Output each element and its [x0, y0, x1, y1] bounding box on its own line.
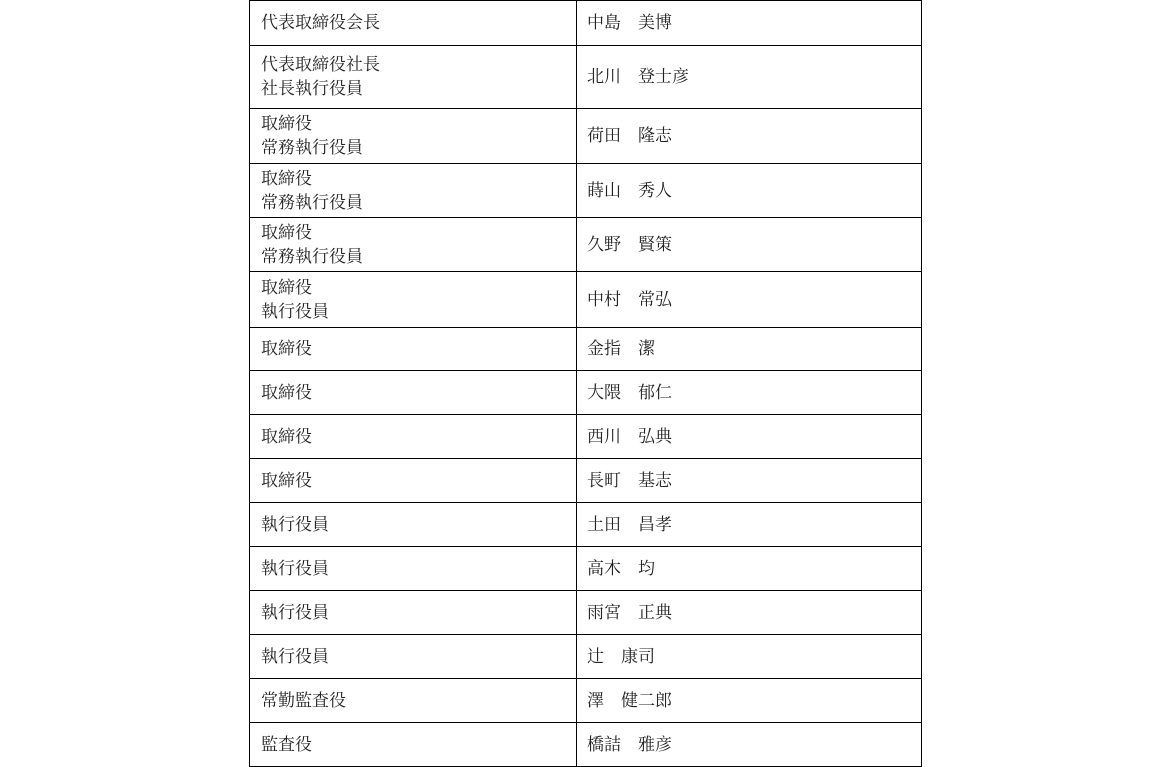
- officer-name: 北川 登士彦: [587, 67, 689, 87]
- officer-title: 監査役: [261, 734, 312, 755]
- officer-name: 久野 賢策: [587, 234, 672, 255]
- table-row: [250, 1, 922, 46]
- officer-name-cell: [577, 371, 922, 415]
- table-row: [250, 723, 922, 767]
- officer-title-cell: [250, 635, 577, 679]
- officer-title: 取締役: [261, 426, 312, 447]
- officer-name: 中村 常弘: [587, 289, 672, 310]
- officer-name: 蒔山 秀人: [587, 180, 672, 201]
- officer-title-cell: [250, 328, 577, 371]
- officer-title-cell: [250, 679, 577, 723]
- officer-title-cell: [250, 1, 577, 46]
- officer-title-cell: [250, 547, 577, 591]
- officer-title: 取締役: [261, 339, 312, 359]
- officer-title-cell: [250, 459, 577, 503]
- table-row: [250, 635, 922, 679]
- officer-title-second-line: 常務執行役員: [261, 138, 363, 158]
- officer-name-cell: [577, 415, 922, 459]
- officer-table: [249, 0, 922, 767]
- table-row: [250, 415, 922, 459]
- officer-name-cell: [577, 46, 922, 109]
- officer-title: 執行役員: [261, 646, 329, 667]
- officer-title: 取締役: [261, 277, 312, 298]
- officer-name: 高木 均: [587, 558, 655, 579]
- officer-title: 取締役: [261, 382, 312, 403]
- officer-name-cell: [577, 723, 922, 767]
- officer-title: 執行役員: [261, 558, 329, 579]
- officer-title: 執行役員: [261, 602, 329, 623]
- officer-title-cell: [250, 591, 577, 635]
- table-row: [250, 328, 922, 371]
- officer-name: 大隈 郁仁: [587, 382, 672, 403]
- officer-name-cell: [577, 635, 922, 679]
- table-row: [250, 218, 922, 272]
- table-row: [250, 371, 922, 415]
- officer-name: 雨宮 正典: [587, 602, 672, 623]
- table-row: [250, 459, 922, 503]
- officer-name: 中島 美博: [587, 13, 672, 33]
- officer-title: 代表取締役社長: [261, 55, 380, 75]
- table-row: [250, 109, 922, 164]
- officer-name-cell: [577, 679, 922, 723]
- officer-title: 取締役: [261, 114, 312, 134]
- officer-title: 取締役: [261, 168, 312, 189]
- officer-title-second-line: 常務執行役員: [261, 246, 363, 267]
- table-row: [250, 164, 922, 218]
- officer-table-body: [250, 1, 922, 767]
- officer-name: 荷田 隆志: [587, 126, 672, 146]
- officer-name-cell: [577, 591, 922, 635]
- officer-name-cell: [577, 503, 922, 547]
- officer-name: 辻 康司: [587, 646, 655, 667]
- officer-title-cell: [250, 164, 577, 218]
- officer-name: 金指 潔: [587, 339, 655, 359]
- officer-title-second-line: 社長執行役員: [261, 79, 363, 99]
- officer-title-second-line: 常務執行役員: [261, 192, 363, 213]
- officer-name-cell: [577, 272, 922, 328]
- officer-title-cell: [250, 723, 577, 767]
- officer-name-cell: [577, 328, 922, 371]
- officer-title-cell: [250, 46, 577, 109]
- officer-title: 取締役: [261, 222, 312, 243]
- officer-name: 西川 弘典: [587, 426, 672, 447]
- officer-name: 長町 基志: [587, 470, 672, 491]
- officer-name-cell: [577, 164, 922, 218]
- officer-title-cell: [250, 109, 577, 164]
- officer-title: 執行役員: [261, 514, 329, 535]
- officer-name-cell: [577, 1, 922, 46]
- officer-title: 代表取締役会長: [261, 13, 380, 33]
- table-row: [250, 591, 922, 635]
- officer-title: 常勤監査役: [261, 690, 346, 711]
- table-row: [250, 547, 922, 591]
- officer-name-cell: [577, 547, 922, 591]
- officer-name-cell: [577, 109, 922, 164]
- officer-name-cell: [577, 218, 922, 272]
- officer-title-cell: [250, 415, 577, 459]
- officer-title-second-line: 執行役員: [261, 301, 329, 322]
- table-row: [250, 679, 922, 723]
- officer-name-cell: [577, 459, 922, 503]
- table-row: [250, 272, 922, 328]
- officer-name: 澤 健二郎: [587, 690, 672, 711]
- officer-title-cell: [250, 371, 577, 415]
- officer-title: 取締役: [261, 470, 312, 491]
- table-row: [250, 46, 922, 109]
- officer-name: 土田 昌孝: [587, 514, 672, 535]
- officer-title-cell: [250, 503, 577, 547]
- officer-title-cell: [250, 218, 577, 272]
- table-row: [250, 503, 922, 547]
- officer-title-cell: [250, 272, 577, 328]
- officer-name: 橋詰 雅彦: [587, 734, 672, 755]
